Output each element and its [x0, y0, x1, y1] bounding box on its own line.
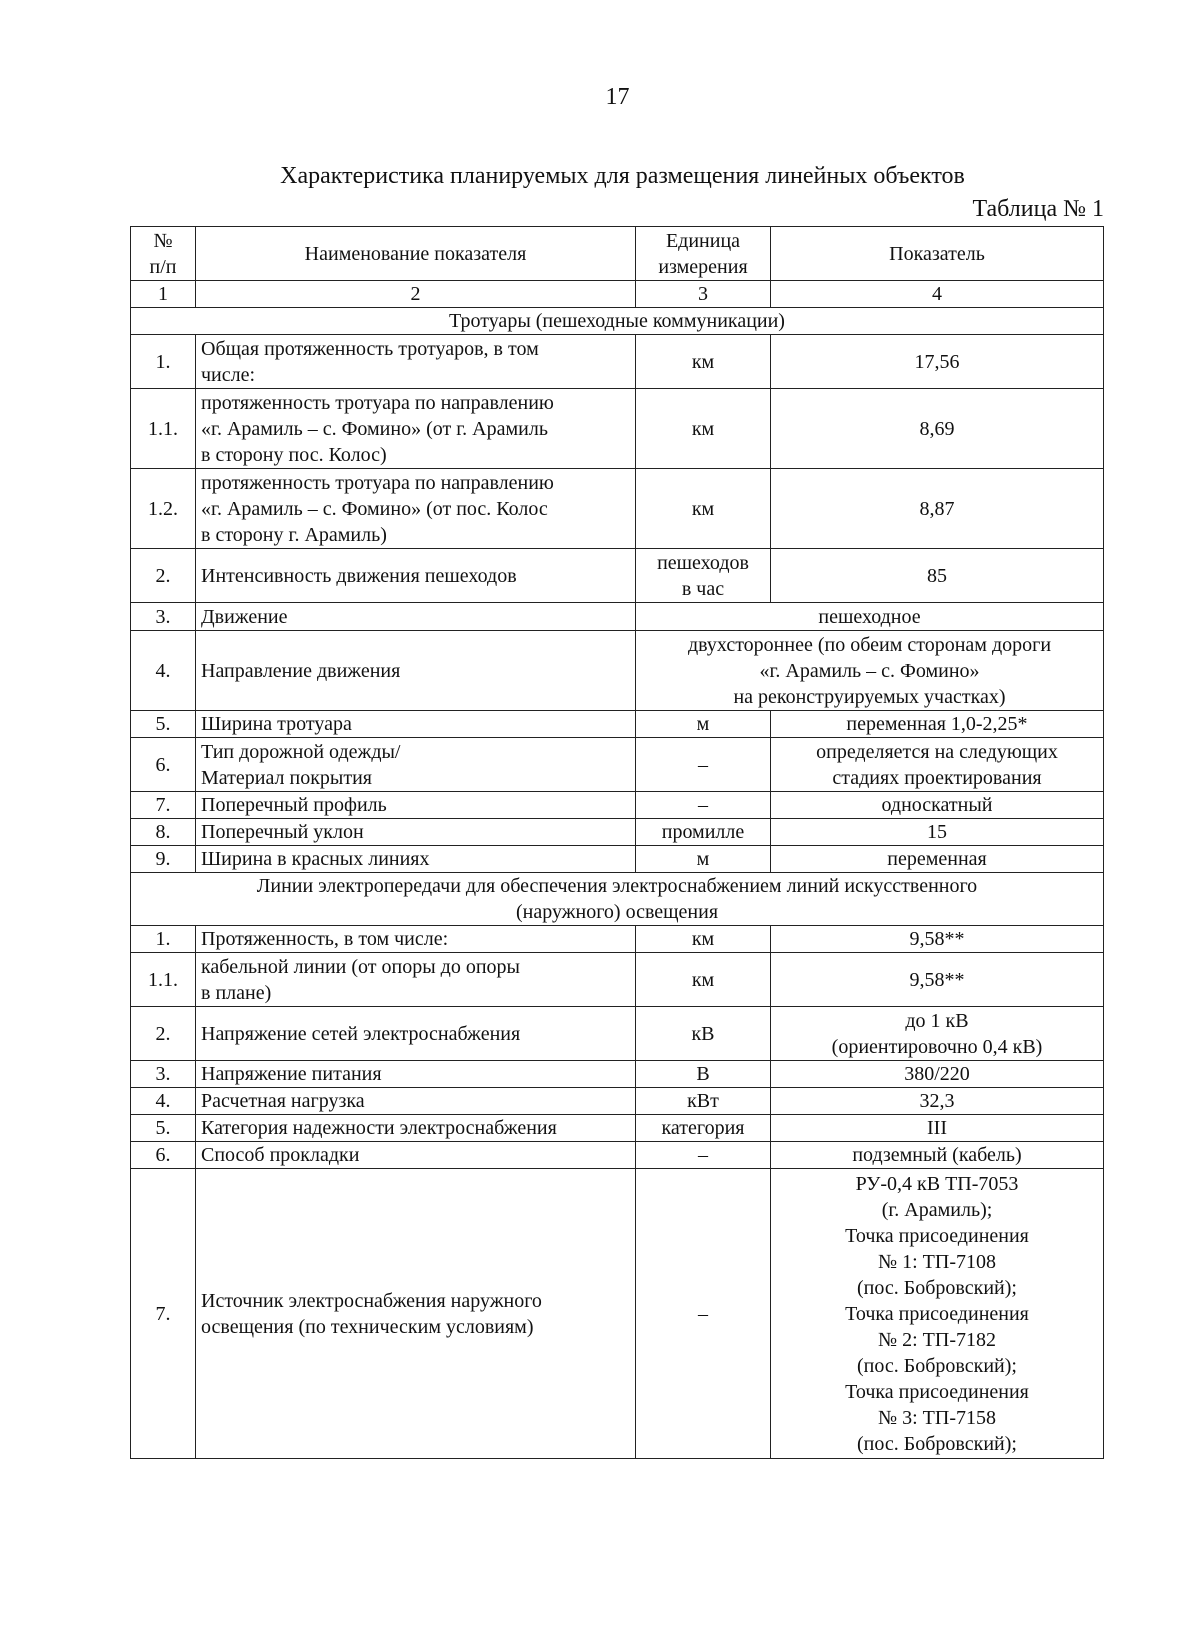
row-name: Категория надежности электроснабжения [196, 1115, 636, 1142]
row-value: 8,87 [771, 469, 1104, 549]
table-row [131, 953, 1104, 1007]
row-value: РУ-0,4 кВ ТП-7053 (г. Арамиль); Точка присоединения № 1: ТП-7108 (пос. Бобровский); Точка присоединения № 2: ТП-7182 (пос. Бобровский); Точка присоединения № 3: ТП-7158 (пос. Бобровский); [771, 1169, 1104, 1459]
row-name: Поперечный профиль [196, 792, 636, 819]
row-value: определяется на следующих стадиях проектирования [771, 738, 1104, 792]
characteristics-table [130, 226, 1104, 1459]
row-name: Протяженность, в том числе: [196, 926, 636, 953]
table-row [131, 1007, 1104, 1061]
row-unit: промилле [636, 819, 771, 846]
row-number: 6. [131, 1142, 196, 1169]
row-name: Общая протяженность тротуаров, в том числе: [196, 335, 636, 389]
row-number: 3. [131, 603, 196, 631]
row-number: 5. [131, 1115, 196, 1142]
row-number: 8. [131, 819, 196, 846]
row-value: до 1 кВ (ориентировочно 0,4 кВ) [771, 1007, 1104, 1061]
table-row [131, 926, 1104, 953]
section-heading: Тротуары (пешеходные коммуникации) [131, 308, 1104, 335]
row-name: Ширина тротуара [196, 711, 636, 738]
row-unit: м [636, 846, 771, 873]
row-number: 5. [131, 711, 196, 738]
row-number: 1. [131, 926, 196, 953]
header-unit: Единица измерения [636, 227, 771, 281]
row-value: 9,58** [771, 926, 1104, 953]
row-name: Поперечный уклон [196, 819, 636, 846]
row-unit: км [636, 926, 771, 953]
page-number: 17 [605, 84, 630, 110]
row-value: III [771, 1115, 1104, 1142]
column-number: 4 [771, 281, 1104, 308]
column-numbers-row [131, 281, 1104, 308]
row-value: односкатный [771, 792, 1104, 819]
column-number: 2 [196, 281, 636, 308]
section-heading-row [131, 308, 1104, 335]
row-number: 3. [131, 1061, 196, 1088]
row-number: 1.2. [131, 469, 196, 549]
table-row [131, 1142, 1104, 1169]
table-row [131, 631, 1104, 711]
row-value: переменная 1,0-2,25* [771, 711, 1104, 738]
row-name: Источник электроснабжения наружного освещения (по техническим условиям) [196, 1169, 636, 1459]
row-name: Напряжение питания [196, 1061, 636, 1088]
row-unit: км [636, 389, 771, 469]
row-unit: км [636, 335, 771, 389]
row-number: 1.1. [131, 389, 196, 469]
row-number: 2. [131, 1007, 196, 1061]
row-number: 1.1. [131, 953, 196, 1007]
header-name: Наименование показателя [196, 227, 636, 281]
table-row [131, 469, 1104, 549]
column-number: 3 [636, 281, 771, 308]
table-row [131, 335, 1104, 389]
row-value: 32,3 [771, 1088, 1104, 1115]
section-heading: Линии электропередачи для обеспечения электроснабжением линий искусственного (наружного) освещения [131, 873, 1104, 926]
row-name: протяженность тротуара по направлению «г. Арамиль – с. Фомино» (от г. Арамиль в сторону пос. Колос) [196, 389, 636, 469]
table-row [131, 389, 1104, 469]
row-name: Расчетная нагрузка [196, 1088, 636, 1115]
table-row [131, 1115, 1104, 1142]
row-name: Направление движения [196, 631, 636, 711]
row-unit: – [636, 1169, 771, 1459]
table-row [131, 1061, 1104, 1088]
table-row [131, 1169, 1104, 1459]
table-row [131, 549, 1104, 603]
row-name: Напряжение сетей электроснабжения [196, 1007, 636, 1061]
row-unit: категория [636, 1115, 771, 1142]
header-number: № п/п [131, 227, 196, 281]
row-number: 1. [131, 335, 196, 389]
row-number: 4. [131, 1088, 196, 1115]
row-name: кабельной линии (от опоры до опоры в плане) [196, 953, 636, 1007]
row-number: 7. [131, 792, 196, 819]
table-row [131, 711, 1104, 738]
document-title: Характеристика планируемых для размещения линейных объектов [280, 163, 965, 189]
table-row [131, 792, 1104, 819]
row-name: Интенсивность движения пешеходов [196, 549, 636, 603]
section-heading-row [131, 873, 1104, 926]
table-row [131, 819, 1104, 846]
row-name: Тип дорожной одежды/ Материал покрытия [196, 738, 636, 792]
row-name: Способ прокладки [196, 1142, 636, 1169]
row-unit: км [636, 953, 771, 1007]
row-value: 15 [771, 819, 1104, 846]
row-value: 9,58** [771, 953, 1104, 1007]
table-header-row [131, 227, 1104, 281]
row-value: 17,56 [771, 335, 1104, 389]
column-number: 1 [131, 281, 196, 308]
row-unit: – [636, 792, 771, 819]
row-unit: – [636, 738, 771, 792]
row-unit: м [636, 711, 771, 738]
row-number: 7. [131, 1169, 196, 1459]
row-value: 85 [771, 549, 1104, 603]
header-value: Показатель [771, 227, 1104, 281]
row-number: 9. [131, 846, 196, 873]
row-name: Ширина в красных линиях [196, 846, 636, 873]
row-number: 2. [131, 549, 196, 603]
row-unit: кВт [636, 1088, 771, 1115]
row-unit: – [636, 1142, 771, 1169]
row-value: подземный (кабель) [771, 1142, 1104, 1169]
row-unit: пешеходов в час [636, 549, 771, 603]
row-value: 380/220 [771, 1061, 1104, 1088]
row-number: 4. [131, 631, 196, 711]
row-unit: В [636, 1061, 771, 1088]
row-unit: кВ [636, 1007, 771, 1061]
table-row [131, 1088, 1104, 1115]
table-row [131, 738, 1104, 792]
row-merged-value: двухстороннее (по обеим сторонам дороги «г. Арамиль – с. Фомино» на реконструируемых участках) [636, 631, 1104, 711]
table-caption: Таблица № 1 [972, 196, 1104, 222]
row-value: переменная [771, 846, 1104, 873]
table-row [131, 846, 1104, 873]
table-row [131, 603, 1104, 631]
row-value: 8,69 [771, 389, 1104, 469]
row-name: Движение [196, 603, 636, 631]
row-name: протяженность тротуара по направлению «г. Арамиль – с. Фомино» (от пос. Колос в сторону г. Арамиль) [196, 469, 636, 549]
row-merged-value: пешеходное [636, 603, 1104, 631]
row-unit: км [636, 469, 771, 549]
row-number: 6. [131, 738, 196, 792]
